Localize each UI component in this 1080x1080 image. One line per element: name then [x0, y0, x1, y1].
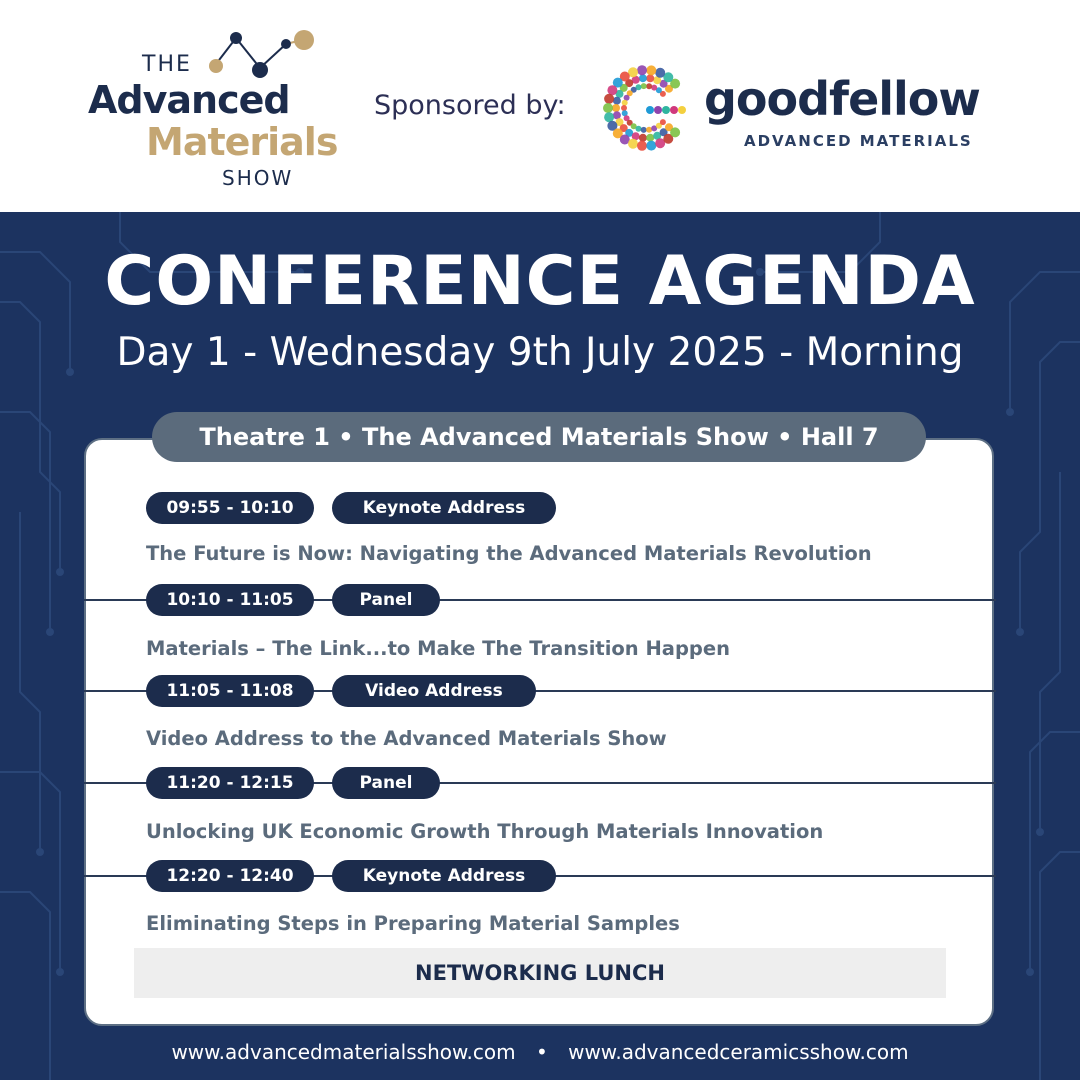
session-type: Panel: [332, 584, 440, 616]
footer-link-ceramics[interactable]: www.advancedceramicsshow.com: [568, 1040, 909, 1064]
page-title: CONFERENCE AGENDA: [104, 242, 976, 321]
agenda-panel: [0, 212, 1080, 1080]
session-time: 11:20 - 12:15: [146, 767, 314, 799]
footer: [0, 1040, 1080, 1064]
logo-advanced: Advanced: [88, 78, 290, 122]
header: [0, 0, 1080, 212]
footer-separator: •: [535, 1040, 548, 1064]
session-time: 10:10 - 11:05: [146, 584, 314, 616]
logo-materials: Materials: [146, 120, 338, 164]
logo-show: SHOW: [222, 166, 294, 190]
networking-lunch: NETWORKING LUNCH: [134, 948, 946, 998]
session-title: The Future is Now: Navigating the Advanced Materials Revolution: [146, 542, 872, 565]
session-time: 12:20 - 12:40: [146, 860, 314, 892]
sponsor-subtitle: ADVANCED MATERIALS: [744, 132, 973, 150]
sponsor-name: goodfellow: [704, 72, 980, 126]
session-type: Keynote Address: [332, 860, 556, 892]
session-time: 11:05 - 11:08: [146, 675, 314, 707]
session-title: Materials – The Link...to Make The Transition Happen: [146, 637, 730, 660]
logo-the: THE: [142, 52, 192, 77]
session-type: Keynote Address: [332, 492, 556, 524]
session-title: Unlocking UK Economic Growth Through Materials Innovation: [146, 820, 824, 843]
theatre-label: Theatre 1 • The Advanced Materials Show • Hall 7: [152, 412, 926, 462]
sponsored-by-label: Sponsored by:: [374, 90, 566, 121]
advanced-materials-show-logo: [88, 28, 368, 198]
session-type: Video Address: [332, 675, 536, 707]
session-type: Panel: [332, 767, 440, 799]
goodfellow-g-icon: [598, 62, 694, 154]
page-subtitle: Day 1 - Wednesday 9th July 2025 - Morning: [116, 330, 964, 375]
session-title: Video Address to the Advanced Materials Show: [146, 727, 667, 750]
footer-link-materials[interactable]: www.advancedmaterialsshow.com: [171, 1040, 516, 1064]
session-time: 09:55 - 10:10: [146, 492, 314, 524]
session-title: Eliminating Steps in Preparing Material Samples: [146, 912, 680, 935]
